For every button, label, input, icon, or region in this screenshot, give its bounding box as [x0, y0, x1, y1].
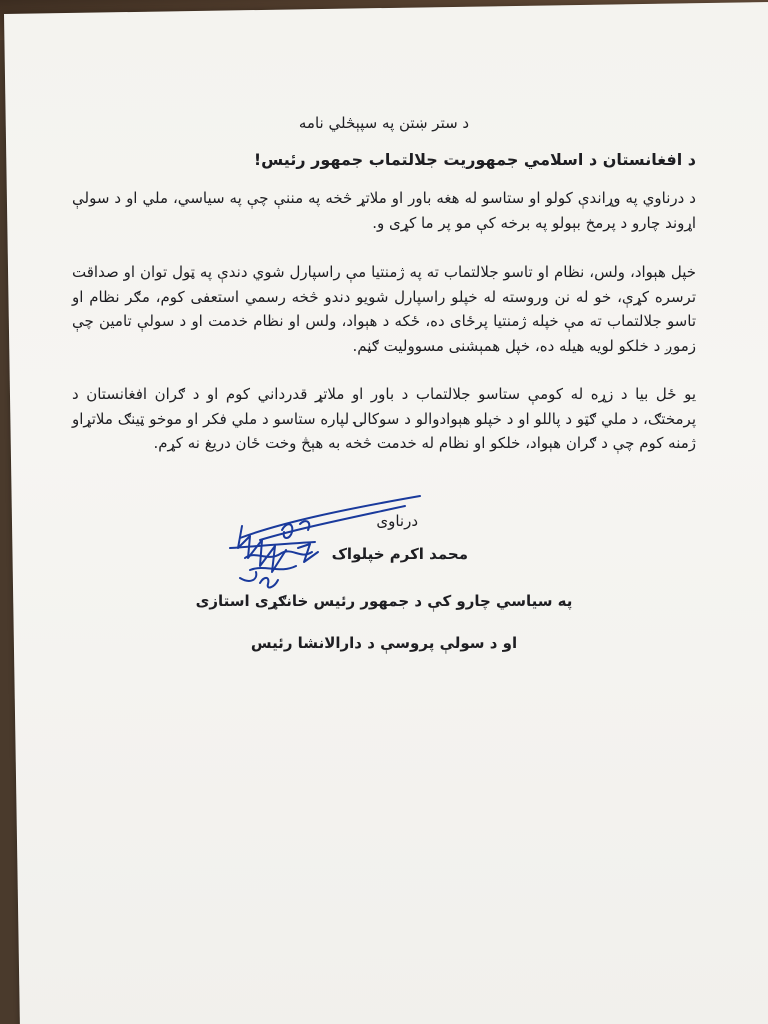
signer-title-line2: او د سولې پروسې د دارالانشا رئيس [250, 634, 518, 652]
paragraph-2: خپل هېواد، ولس، نظام او تاسو جلالتماب ته په ژمنتيا مې راسپارل شوي دندې په ټول توان او صداقت ترسره کړې، خو له نن وروسته له خپلو راسپارل شويو دندو څخه رسمي استعفی کوم، مګر نظام او تاسو جلالتماب ته مې خپله ژمنتيا پرځای ده، ځکه د هېواد، ولس او نظام خدمت او د سولې تامين چې زموږ د خلکو لويه هيله ده، خپل همېشنی مسووليت ګڼم. [72, 263, 696, 355]
closing-regards: درناوی [376, 512, 418, 530]
signer-title-line1: په سياسي چارو کې د جمهور رئيس خانګړی استازی [195, 592, 573, 610]
handwritten-signature-icon [220, 488, 430, 598]
letter-salutation: د افغانستان د اسلامي جمهوريت جلالتماب جمهور رئيس! [253, 150, 696, 169]
paragraph-3: يو ځل بيا د زړه له کومې ستاسو جلالتماب د باور او ملاتړ قدرداني کوم او د ګران افغانستان د پرمختګ، د ملي ګټو د پاللو او د خپلو هېوادوالو د سوکالۍ لپاره ستاسو د ملي فکر او موخو ټينګ ملاتړاو ژمنه کوم چې د ګران هېواد، خلکو او نظام له خدمت څخه به هېڅ وخت ځان دريغ نه کړم. [72, 385, 696, 452]
signer-name: محمد اکرم خپلواک [331, 545, 468, 563]
paragraph-1: د درناوي په وړاندې کولو او ستاسو له هغه باور او ملاتړ څخه په مننې چې په سياسي، ملي او د سولې اړوند چارو د پرمخ بېولو په برخه کې مو پر ما کړی و. [72, 189, 696, 232]
letter-subject: د ستر ښتن په سپېڅلي نامه [298, 114, 470, 132]
